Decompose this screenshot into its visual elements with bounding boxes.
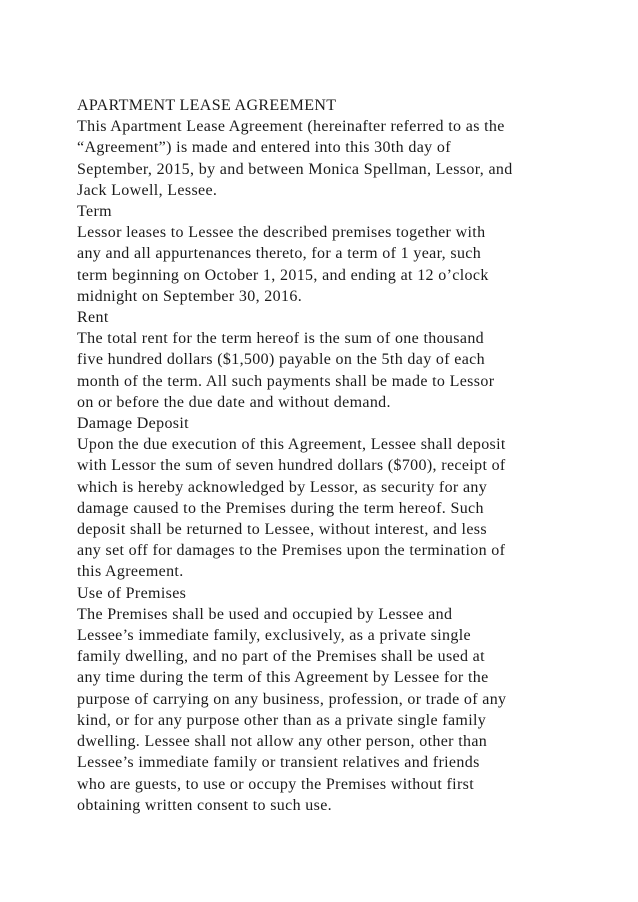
section-line: family dwelling, and no part of the Premises shall be used at	[77, 648, 485, 666]
section-line: The Premises shall be used and occupied by Lessee and	[77, 605, 453, 623]
section-line: month of the term. All such payments shall be made to Lessor	[77, 372, 495, 390]
document-title: APARTMENT LEASE AGREEMENT	[77, 97, 337, 114]
section-line: The total rent for the term hereof is the sum of one thousand	[77, 330, 485, 348]
section-line: with Lessor the sum of seven hundred dollars ($700), receipt of	[77, 457, 506, 475]
section-damage-deposit	[77, 413, 622, 583]
section-line: kind, or for any purpose other than as a private single family	[77, 711, 487, 729]
section-line: Lessor leases to Lessee the described premises together with	[77, 224, 486, 242]
intro-line: “Agreement”) is made and entered into this 30th day of	[77, 139, 451, 157]
section-heading: Term	[77, 203, 112, 221]
section-line: any and all appurtenances thereto, for a term of 1 year, such	[77, 245, 482, 263]
intro-paragraph	[77, 116, 622, 201]
section-heading: Use of Premises	[77, 584, 187, 602]
section-line: who are guests, to use or occupy the Premises without first	[77, 775, 475, 793]
section-line: term beginning on October 1, 2015, and ending at 12 o’clock	[77, 266, 489, 284]
section-line: purpose of carrying on any business, profession, or trade of any	[77, 690, 507, 708]
intro-line: Jack Lowell, Lessee.	[77, 181, 218, 199]
section-line: five hundred dollars ($1,500) payable on the 5th day of each	[77, 351, 485, 369]
section-use-of-premises	[77, 583, 622, 816]
section-line: this Agreement.	[77, 563, 184, 581]
section-line: deposit shall be returned to Lessee, without interest, and less	[77, 521, 487, 539]
section-line: Lessee’s immediate family, exclusively, as a private single	[77, 627, 472, 645]
document-page	[77, 95, 622, 816]
section-line: which is hereby acknowledged by Lessor, as security for any	[77, 478, 488, 496]
section-term	[77, 201, 622, 307]
section-heading: Damage Deposit	[77, 415, 189, 433]
section-line: dwelling. Lessee shall not allow any other person, other than	[77, 733, 488, 751]
section-line: Lessee’s immediate family or transient relatives and friends	[77, 754, 480, 772]
section-line: obtaining written consent to such use.	[77, 796, 333, 814]
intro-line: This Apartment Lease Agreement (hereinafter referred to as the	[77, 118, 505, 136]
section-line: any set off for damages to the Premises upon the termination of	[77, 542, 506, 560]
section-heading: Rent	[77, 309, 109, 327]
section-rent	[77, 307, 622, 413]
section-line: damage caused to the Premises during the term hereof. Such	[77, 499, 484, 517]
section-line: midnight on September 30, 2016.	[77, 287, 303, 305]
intro-line: September, 2015, by and between Monica Spellman, Lessor, and	[77, 160, 513, 178]
section-line: any time during the term of this Agreement by Lessee for the	[77, 669, 489, 687]
section-line: Upon the due execution of this Agreement, Lessee shall deposit	[77, 436, 506, 454]
section-line: on or before the due date and without demand.	[77, 393, 391, 411]
